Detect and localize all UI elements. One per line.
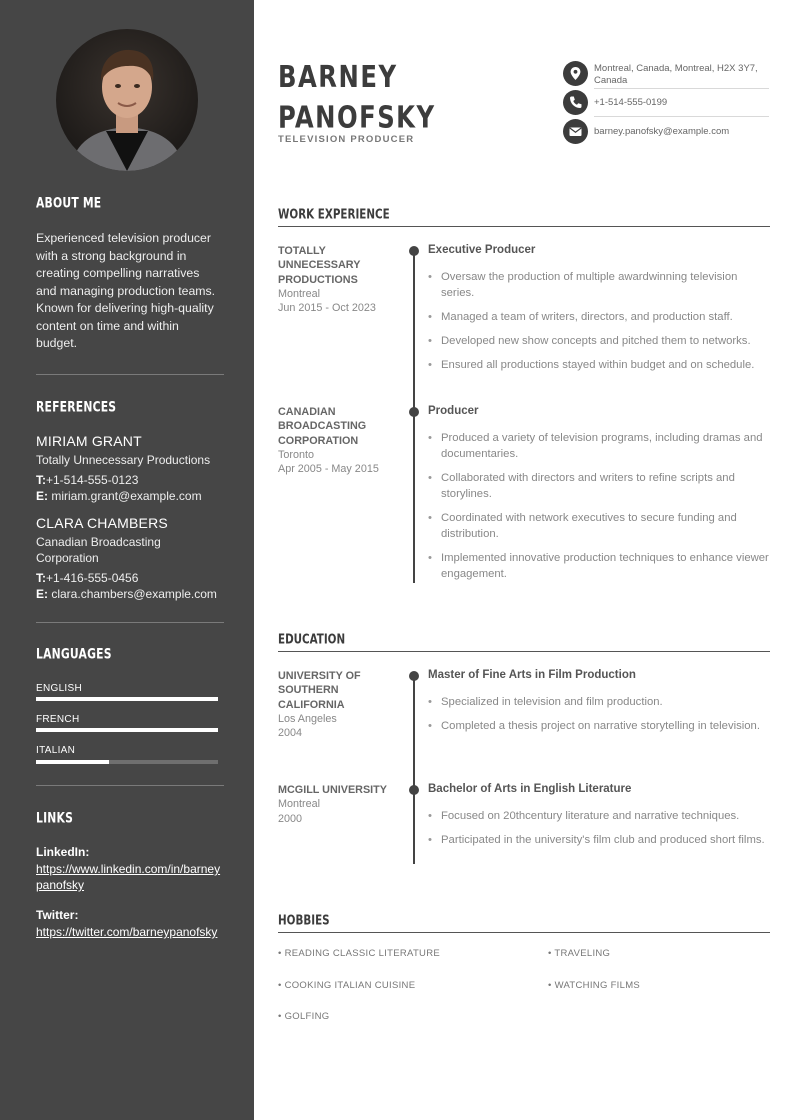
degree-title: Master of Fine Arts in Film Production (428, 669, 636, 681)
list-item: • Oversaw the production of multiple awardwinning television series. (428, 269, 773, 301)
reference-phone (36, 570, 226, 586)
link-label: LinkedIn: (36, 845, 90, 859)
email-label: E: (36, 587, 48, 601)
section-divider (278, 932, 770, 933)
reference-name: CLARA CHAMBERS (36, 515, 168, 531)
about-heading: ABOUT ME (36, 195, 102, 212)
twitter-link[interactable]: https://twitter.com/barneypanofsky (36, 925, 218, 939)
list-item: • Implemented innovative production techniques to enhance viewer engagement. (428, 550, 773, 582)
contact-address: Montreal, Canada, Montreal, H2X 3Y7, Canada (594, 63, 758, 86)
hobby-item: • TRAVELING (548, 948, 611, 959)
reference-email (36, 586, 226, 602)
languages-heading: LANGUAGES (36, 646, 112, 663)
list-item: • Developed new show concepts and pitched them to networks. (428, 333, 773, 349)
language-level-fill (36, 697, 218, 701)
hobby-item: • READING CLASSIC LITERATURE (278, 948, 441, 959)
contact-phone: +1-514-555-0199 (594, 97, 668, 108)
avatar-portrait-icon (56, 29, 198, 171)
work-dates: Jun 2015 - Oct 2023 (278, 302, 376, 315)
school-name: UNIVERSITY OF SOUTHERN CALIFORNIA (278, 670, 361, 711)
hobby-item: • GOLFING (278, 1011, 330, 1022)
timeline-dot (409, 407, 419, 417)
hobby-label: GOLFING (284, 1011, 330, 1022)
list-item: • Participated in the university's film club and produced short films. (428, 832, 773, 848)
hobby-label: WATCHING FILMS (554, 980, 641, 991)
timeline-dot (409, 785, 419, 795)
hobby-label: TRAVELING (554, 948, 611, 959)
school-name: MCGILL UNIVERSITY (278, 784, 387, 796)
list-item: • Focused on 20thcentury literature and narrative techniques. (428, 808, 773, 824)
reference-email-value: clara.chambers@example.com (51, 587, 217, 601)
reference-name: MIRIAM GRANT (36, 433, 142, 449)
list-item: • Collaborated with directors and writers to refine scripts and storylines. (428, 470, 773, 502)
timeline-line (413, 251, 415, 583)
language-label: ENGLISH (36, 683, 83, 694)
phone-label: T: (36, 473, 46, 487)
reference-email-value: miriam.grant@example.com (51, 489, 202, 503)
divider (594, 116, 769, 117)
timeline-dot (409, 246, 419, 256)
language-label: ITALIAN (36, 745, 76, 756)
location-pin-icon (563, 61, 588, 86)
link-label: Twitter: (36, 908, 79, 922)
education-heading: EDUCATION (278, 631, 346, 648)
work-experience-heading: WORK EXPERIENCE (278, 206, 390, 223)
list-item: • Specialized in television and film production. (428, 694, 773, 710)
hobby-label: READING CLASSIC LITERATURE (284, 948, 441, 959)
language-level-bar (36, 728, 218, 732)
work-role: Executive Producer (428, 244, 536, 256)
education-bullets (428, 694, 773, 742)
education-entry-meta (278, 669, 398, 740)
reference-phone-value: +1-416-555-0456 (46, 571, 139, 585)
hobbies-heading: HOBBIES (278, 912, 330, 929)
contact-email[interactable]: barney.panofsky@example.com (594, 126, 730, 137)
work-entry-meta (278, 244, 398, 315)
language-level-bar (36, 697, 218, 701)
divider (594, 88, 769, 89)
name-first: BARNEY (278, 60, 398, 95)
list-item: • Produced a variety of television programs, including dramas and documentaries. (428, 430, 773, 462)
work-organization: CANADIAN BROADCASTING CORPORATION (278, 406, 367, 447)
divider (36, 374, 224, 375)
list-item: • Completed a thesis project on narrative storytelling in television. (428, 718, 773, 734)
links-heading: LINKS (36, 810, 74, 827)
list-item: • Ensured all productions stayed within budget and on schedule. (428, 357, 773, 373)
timeline-dot (409, 671, 419, 681)
email-icon (563, 119, 588, 144)
work-dates: Apr 2005 - May 2015 (278, 463, 379, 476)
sidebar (0, 0, 254, 1120)
hobby-item: • WATCHING FILMS (548, 980, 641, 991)
reference-phone (36, 472, 226, 488)
timeline-line (413, 676, 415, 864)
hobby-item: • COOKING ITALIAN CUISINE (278, 980, 416, 991)
school-location: Los Angeles (278, 712, 337, 725)
school-location: Montreal (278, 798, 321, 811)
language-level-fill (36, 728, 218, 732)
work-location: Montreal (278, 287, 321, 300)
work-location: Toronto (278, 448, 315, 461)
section-divider (278, 226, 770, 227)
section-divider (278, 651, 770, 652)
avatar (56, 29, 198, 171)
work-bullets (428, 269, 773, 381)
email-label: E: (36, 489, 48, 503)
phone-label: T: (36, 571, 46, 585)
references-heading: REFERENCES (36, 399, 117, 416)
reference-company: Canadian Broadcasting Corporation (36, 535, 161, 565)
language-label: FRENCH (36, 714, 80, 725)
reference-phone-value: +1-514-555-0123 (46, 473, 139, 487)
language-level-bar (36, 760, 218, 764)
reference-company: Totally Unnecessary Productions (36, 453, 211, 467)
work-entry-meta (278, 405, 398, 476)
hobby-label: COOKING ITALIAN CUISINE (284, 980, 416, 991)
page-title (278, 58, 436, 139)
list-item: • Coordinated with network executives to secure funding and distribution. (428, 510, 773, 542)
degree-title: Bachelor of Arts in English Literature (428, 783, 632, 795)
phone-icon (563, 90, 588, 115)
about-text: Experienced television producer with a strong background in creating compelling narratives and managing production teams. Known for delivering high-quality content on time and within budget. (36, 231, 216, 350)
education-entry-meta (278, 783, 398, 826)
divider (36, 785, 224, 786)
work-bullets (428, 430, 773, 590)
work-role: Producer (428, 405, 479, 417)
list-item: • Managed a team of writers, directors, and production staff. (428, 309, 773, 325)
job-title: TELEVISION PRODUCER (278, 134, 415, 145)
language-level-fill (36, 760, 109, 764)
school-year: 2000 (278, 812, 303, 825)
name-last: PANOFSKY (278, 100, 436, 136)
education-bullets (428, 808, 773, 856)
school-year: 2004 (278, 727, 303, 740)
reference-email (36, 488, 226, 504)
linkedin-link[interactable]: https://www.linkedin.com/in/barneypanofsky (36, 862, 221, 892)
main-content (254, 0, 794, 1120)
divider (36, 622, 224, 623)
work-organization: TOTALLY UNNECESSARY PRODUCTIONS (278, 245, 361, 286)
